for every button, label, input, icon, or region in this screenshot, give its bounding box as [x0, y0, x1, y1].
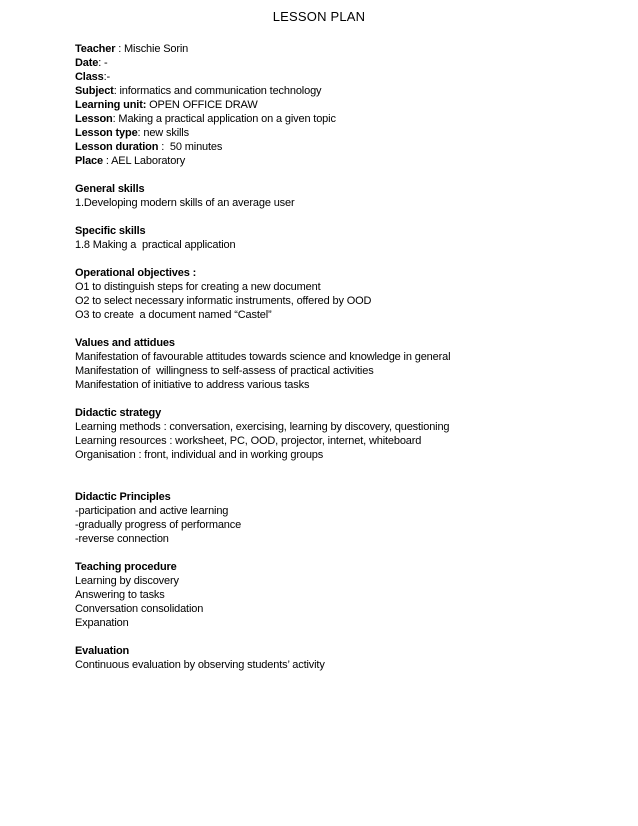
procedure-item: Answering to tasks: [75, 589, 165, 601]
procedure-heading: Teaching procedure: [75, 561, 177, 573]
lesson-value: : Making a practical application on a given topic: [112, 113, 336, 125]
place-value: : AEL Laboratory: [103, 155, 186, 167]
objective-item: O1 to distinguish steps for creating a new document: [75, 281, 321, 293]
lesson-line: [75, 112, 615, 126]
procedure-item: Expanation: [75, 617, 129, 629]
values-item: Manifestation of willingness to self-assess of practical activities: [75, 365, 374, 377]
date-label: Date: [75, 57, 99, 69]
evaluation-heading: Evaluation: [75, 645, 130, 657]
spacer: [75, 168, 615, 182]
date-value: : -: [98, 57, 108, 69]
subject-line: [75, 84, 615, 98]
lesson-content: [75, 42, 615, 672]
specific-skills-item: 1.8 Making a practical application: [75, 239, 236, 251]
principles-heading: Didactic Principles: [75, 491, 171, 503]
principles-item: -reverse connection: [75, 533, 169, 545]
place-label: Place: [75, 155, 103, 167]
procedure-item: Learning by discovery: [75, 575, 179, 587]
subject-value: : informatics and communication technology: [113, 85, 322, 97]
strategy-heading: Didactic strategy: [75, 407, 162, 419]
spacer: [75, 322, 615, 336]
place-line: [75, 154, 615, 168]
class-line: [75, 70, 615, 84]
principles-item: -participation and active learning: [75, 505, 229, 517]
specific-skills-heading: Specific skills: [75, 225, 146, 237]
objective-item: O2 to select necessary informatic instruments, offered by OOD: [75, 295, 372, 307]
evaluation-item: Continuous evaluation by observing students’ activity: [75, 659, 325, 671]
teacher-value: Mischie Sorin: [124, 43, 189, 55]
date-line: [75, 56, 615, 70]
learning-unit-label: Learning unit:: [75, 99, 147, 111]
lesson-type-value: : new skills: [137, 127, 189, 139]
spacer: [75, 392, 615, 406]
lesson-duration-line: [75, 140, 615, 154]
teacher-label: Teacher: [75, 43, 116, 55]
teacher-line: [75, 42, 615, 56]
learning-unit-line: [75, 98, 615, 112]
class-value: :-: [103, 71, 111, 83]
objectives-heading: Operational objectives :: [75, 267, 197, 279]
lesson-label: Lesson: [75, 113, 113, 125]
general-skills-item: 1.Developing modern skills of an average user: [75, 197, 295, 209]
spacer: [75, 210, 615, 224]
values-heading: Values and attidues: [75, 337, 175, 349]
teacher-separator: :: [115, 43, 125, 55]
strategy-item: Learning methods : conversation, exercising, learning by discovery, questioning: [75, 421, 450, 433]
spacer: [75, 252, 615, 266]
strategy-item: Learning resources : worksheet, PC, OOD, projector, internet, whiteboard: [75, 435, 422, 447]
class-label: Class: [75, 71, 104, 83]
values-item: Manifestation of favourable attitudes towards science and knowledge in general: [75, 351, 451, 363]
lesson-duration-label: Lesson duration: [75, 141, 159, 153]
subject-label: Subject: [75, 85, 114, 97]
spacer: [75, 462, 615, 490]
lesson-duration-value: : 50 minutes: [158, 141, 223, 153]
spacer: [75, 546, 615, 560]
learning-unit-value: OPEN OFFICE DRAW: [146, 99, 258, 111]
principles-item: -gradually progress of performance: [75, 519, 242, 531]
lesson-type-line: [75, 126, 615, 140]
procedure-item: Conversation consolidation: [75, 603, 204, 615]
strategy-item: Organisation : front, individual and in working groups: [75, 449, 324, 461]
page-title: LESSON PLAN: [272, 9, 366, 24]
general-skills-heading: General skills: [75, 183, 145, 195]
objective-item: O3 to create a document named “Castel”: [75, 309, 272, 321]
spacer: [75, 630, 615, 644]
lesson-type-label: Lesson type: [75, 127, 138, 139]
values-item: Manifestation of initiative to address various tasks: [75, 379, 310, 391]
